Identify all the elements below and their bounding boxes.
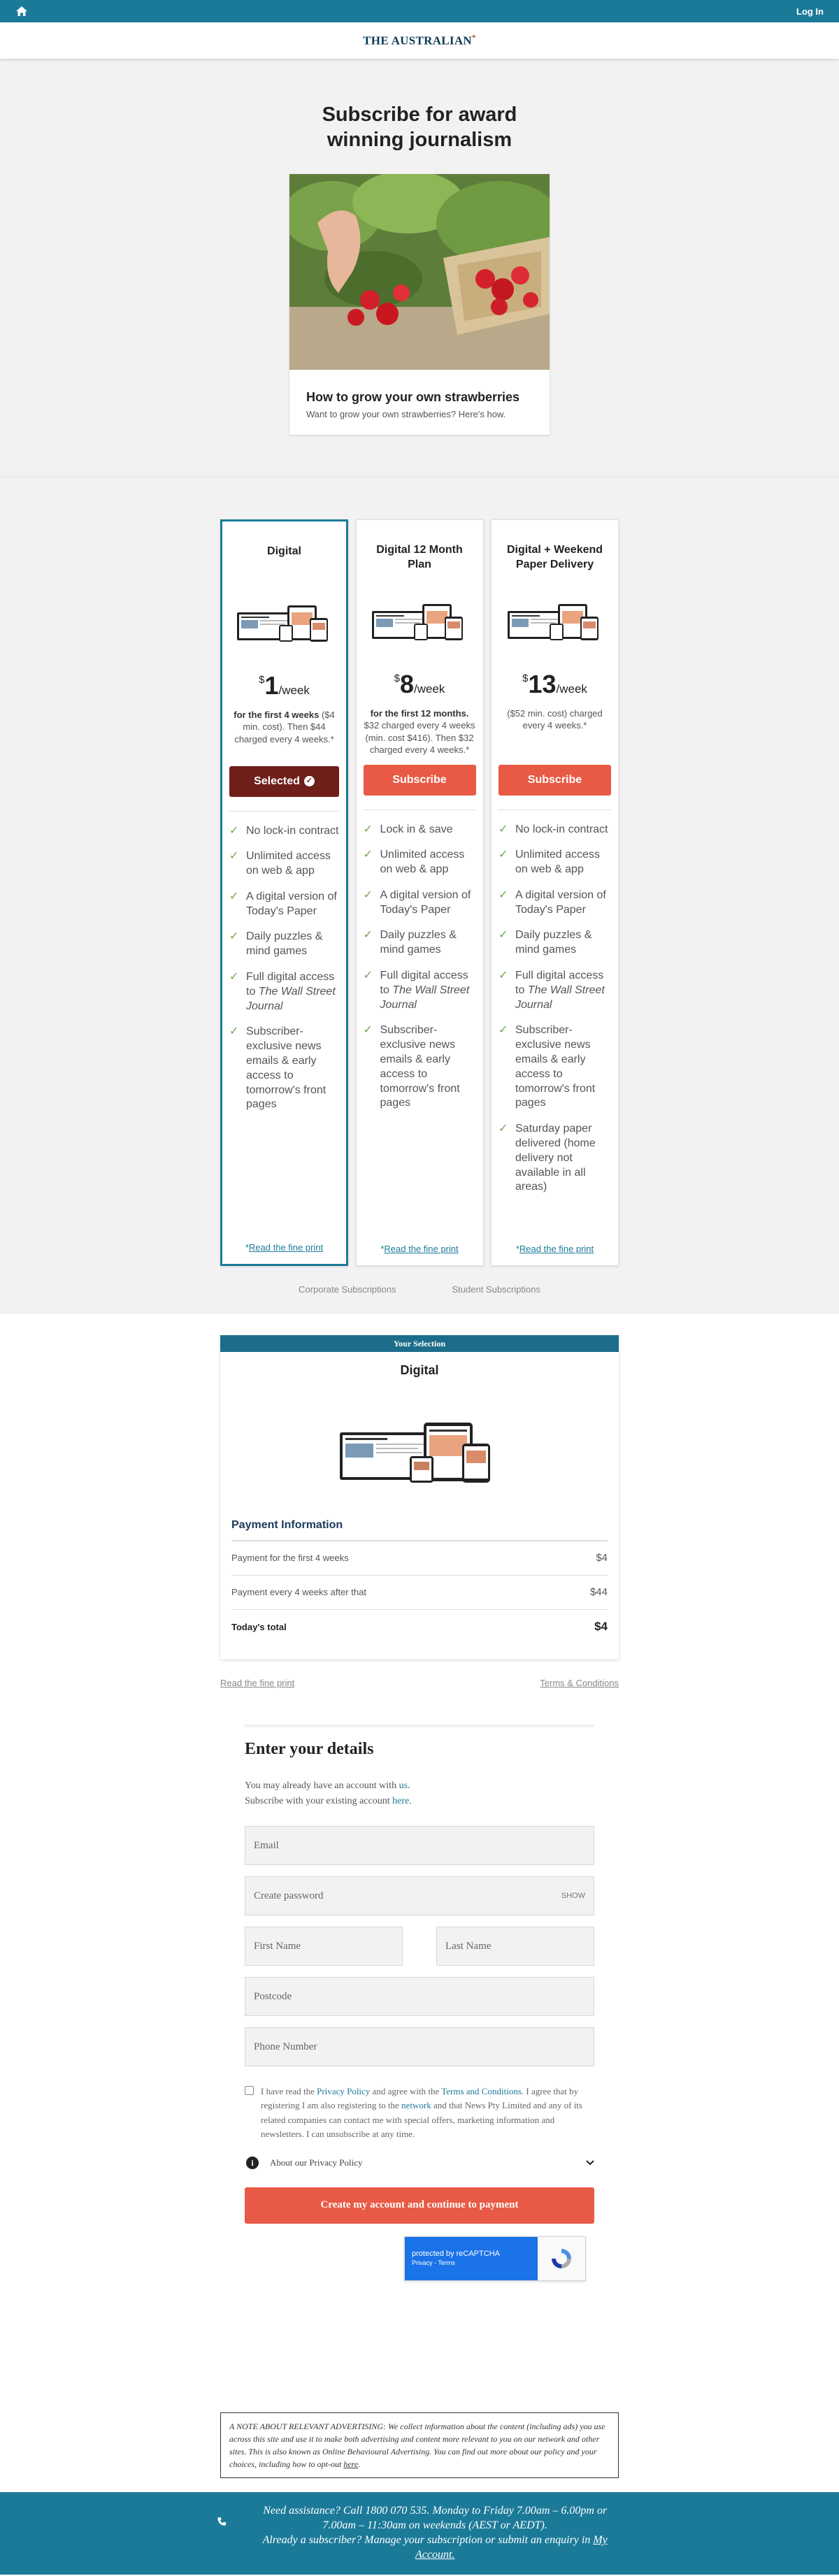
check-icon: ✓ [499,1024,508,1037]
article-title: How to grow your own strawberries [306,389,520,404]
plan-feature: ✓ No lock-in contract [229,824,339,839]
plan-features [499,823,611,1195]
check-icon: ✓ [363,1024,373,1037]
create-account-button[interactable]: Create my account and continue to payment [245,2187,594,2224]
plan-feature: ✓ Saturday paper delivered (home delivery not available in all areas) [499,1122,611,1195]
plan-feature: ✓ Unlimited access on web & app [229,849,339,879]
check-icon: ✓ [229,824,239,837]
check-icon: ✓ [363,849,373,861]
plan-feature: ✓ Subscriber-exclusive news emails & early access to tomorrow's front pages [364,1023,476,1111]
privacy-policy-link[interactable]: Privacy Policy [317,2086,371,2097]
plan-features [229,824,339,1113]
network-link[interactable]: network [401,2100,431,2111]
selection-card [220,1335,619,1660]
check-circle-icon: ✓ [304,776,315,786]
recaptcha-badge[interactable]: protected by reCAPTCHA Privacy - Terms [404,2236,586,2281]
featured-article-card[interactable] [289,174,550,435]
plan-feature: ✓ Subscriber-exclusive news emails & early access to tomorrow's front pages [499,1023,611,1111]
check-icon: ✓ [229,850,239,863]
consent-checkbox[interactable] [245,2086,254,2095]
plan-fine-print: *Read the fine print [245,1242,324,1253]
plan-name: Digital [267,545,301,557]
selection-header: Your Selection [220,1335,619,1352]
payment-info-title: Payment Information [231,1519,608,1541]
plan-name: Digital + Weekend Paper Delivery [506,543,603,571]
check-icon: ✓ [229,1026,239,1038]
devices-illustration [499,587,611,640]
info-icon: i [246,2157,259,2169]
plan-feature: ✓ Unlimited access on web & app [364,848,476,877]
devices-illustration [364,587,476,640]
my-account-link[interactable]: My Account. [415,2533,608,2561]
check-icon: ✓ [229,930,239,943]
top-bar [0,0,839,22]
plan-features [364,823,476,1111]
check-icon: ✓ [499,929,508,942]
opt-out-link[interactable]: here [343,2459,359,2469]
fine-print-link[interactable]: Read the fine print [384,1243,459,1254]
consent-row [245,2085,594,2141]
plan-price: $13/week [522,669,587,698]
subscribe-button[interactable]: Subscribe [499,765,611,796]
page-title: Subscribe for award winning journalism [322,103,517,152]
plan-feature: ✓ Unlimited access on web & app [499,848,611,877]
plan-terms: ($52 min. cost) charged every 4 weeks.* [507,707,603,731]
check-icon: ✓ [499,888,508,901]
plans-section [0,477,839,1314]
plan-terms: for the first 12 months. $32 charged every 4 weeks (min. cost $416). Then $32 charged every 4 weeks.* [364,707,475,756]
plan-feature: ✓ No lock-in contract [499,823,611,837]
plan-feature: ✓ Full digital access to The Wall Street Journal [364,969,476,1012]
phone-field[interactable]: Phone Number [245,2027,594,2066]
payment-total-row: Today's total $4 [231,1620,608,1633]
payment-row: Payment for the first 4 weeks $4 [231,1541,608,1576]
details-form [245,1725,594,2281]
form-intro: You may already have an account with us. Subscribe with your existing account here. [245,1780,412,1806]
plan-feature: ✓ Daily puzzles & mind games [499,928,611,958]
student-subscriptions-link[interactable]: Student Subscriptions [452,1283,540,1295]
form-title: Enter your details [245,1739,374,1758]
hero-section [0,59,839,477]
show-password-toggle[interactable]: SHOW [561,1892,585,1901]
your-selection-section [220,1335,619,1688]
devices-icon [340,1423,499,1483]
site-header [0,22,839,59]
consent-text: I have read the Privacy Policy and agree with the Terms and Conditions. I agree that by registering I am also registering to the network and that News Pty Limited and any of its related companies can contact me with special offers, marketing information and newsletters. I can unsubscribe at any time. [261,2086,582,2139]
devices-icon [237,605,332,642]
plan-card[interactable] [220,519,348,1266]
plan-feature: ✓ Daily puzzles & mind games [364,928,476,958]
plan-feature: ✓ Lock in & save [364,823,476,837]
postcode-field[interactable]: Postcode [245,1977,594,2016]
corporate-subscriptions-link[interactable]: Corporate Subscriptions [299,1283,396,1295]
subscription-links [220,1284,619,1295]
terms-link[interactable]: Terms and Conditions [441,2086,522,2097]
fine-print-link[interactable]: Read the fine print [220,1677,295,1688]
recaptcha-icon [549,2246,574,2271]
last-name-field[interactable]: Last Name [436,1927,594,1966]
payment-information [220,1483,619,1660]
first-name-field[interactable]: First Name [245,1927,403,1966]
check-icon: ✓ [499,970,508,982]
plan-fine-print: *Read the fine print [380,1243,459,1254]
check-icon: ✓ [363,823,373,835]
plan-card[interactable] [356,519,484,1266]
check-icon: ✓ [499,1123,508,1135]
email-field[interactable]: Email [245,1826,594,1865]
plan-feature: ✓ A digital version of Today's Paper [499,888,611,918]
fine-print-link[interactable]: Read the fine print [519,1243,594,1254]
existing-account-link[interactable]: here [392,1795,410,1806]
devices-icon [372,604,467,640]
plan-name: Digital 12 Month Plan [376,543,463,571]
phone-icon [217,2514,227,2529]
chevron-down-icon [586,2160,594,2166]
advertising-note: A NOTE ABOUT RELEVANT ADVERTISING: We collect information about the content (including ads) you use across this site and use it to make both advertising and content more relevant to you on our network and other sites. This is also known as Online Behavioural Advertising. You can find out more about our policy and your choices, including how to opt-out here. [220,2412,619,2478]
check-icon: ✓ [363,929,373,942]
password-field[interactable]: Create password SHOW [245,1876,594,1915]
plan-list [220,519,619,1266]
devices-illustration [229,589,339,642]
plan-feature: ✓ Full digital access to The Wall Street Journal [229,970,339,1014]
article-subtitle: Want to grow your own strawberries? Here's how. [306,408,506,419]
divider [229,811,339,812]
plan-feature: ✓ Subscriber-exclusive news emails & early access to tomorrow's front pages [229,1025,339,1112]
devices-icon [508,604,603,640]
site-logo[interactable]: THE AUSTRALIAN* [363,33,476,48]
payment-row: Payment every 4 weeks after that $44 [231,1576,608,1610]
plan-terms: for the first 4 weeks ($4 min. cost). Then $44 charged every 4 weeks.* [234,709,335,744]
plan-price: $8/week [394,669,445,698]
login-us-link[interactable]: us [399,1780,408,1791]
plan-feature: ✓ Full digital access to The Wall Street Journal [499,969,611,1012]
plan-fine-print: *Read the fine print [515,1243,594,1254]
subscribe-button[interactable]: Subscribe [364,765,476,796]
home-icon[interactable] [15,5,28,17]
check-icon: ✓ [499,849,508,861]
plan-card[interactable] [491,519,619,1266]
check-icon: ✓ [499,823,508,835]
check-icon: ✓ [363,888,373,901]
plan-feature: ✓ A digital version of Today's Paper [364,888,476,918]
strawberry-photo [289,174,550,370]
privacy-policy-toggle[interactable]: i About our Privacy Policy [245,2154,594,2172]
check-icon: ✓ [363,970,373,982]
selection-links [220,1678,619,1688]
check-icon: ✓ [229,971,239,984]
footer-text: Need assistance? Call 1800 070 535. Monday to Friday 7.00am – 6.00pm or 7.00am – 11:30am on weekends (AEST or AEDT). Already a subscriber? Manage your subscription or submit an enquiry in My Account. [262,2505,608,2561]
selection-plan-name: Digital [400,1362,439,1377]
login-link[interactable]: Log In [796,6,824,17]
terms-conditions-link[interactable]: Terms & Conditions [540,1677,619,1688]
devices-illustration [220,1396,619,1483]
plan-price: $1/week [259,670,310,700]
plan-feature: ✓ Daily puzzles & mind games [229,930,339,959]
selected-button[interactable]: Selected ✓ [229,766,339,797]
footer [0,2492,839,2575]
fine-print-link[interactable]: Read the fine print [248,1242,324,1253]
plan-feature: ✓ A digital version of Today's Paper [229,890,339,919]
check-icon: ✓ [229,890,239,902]
